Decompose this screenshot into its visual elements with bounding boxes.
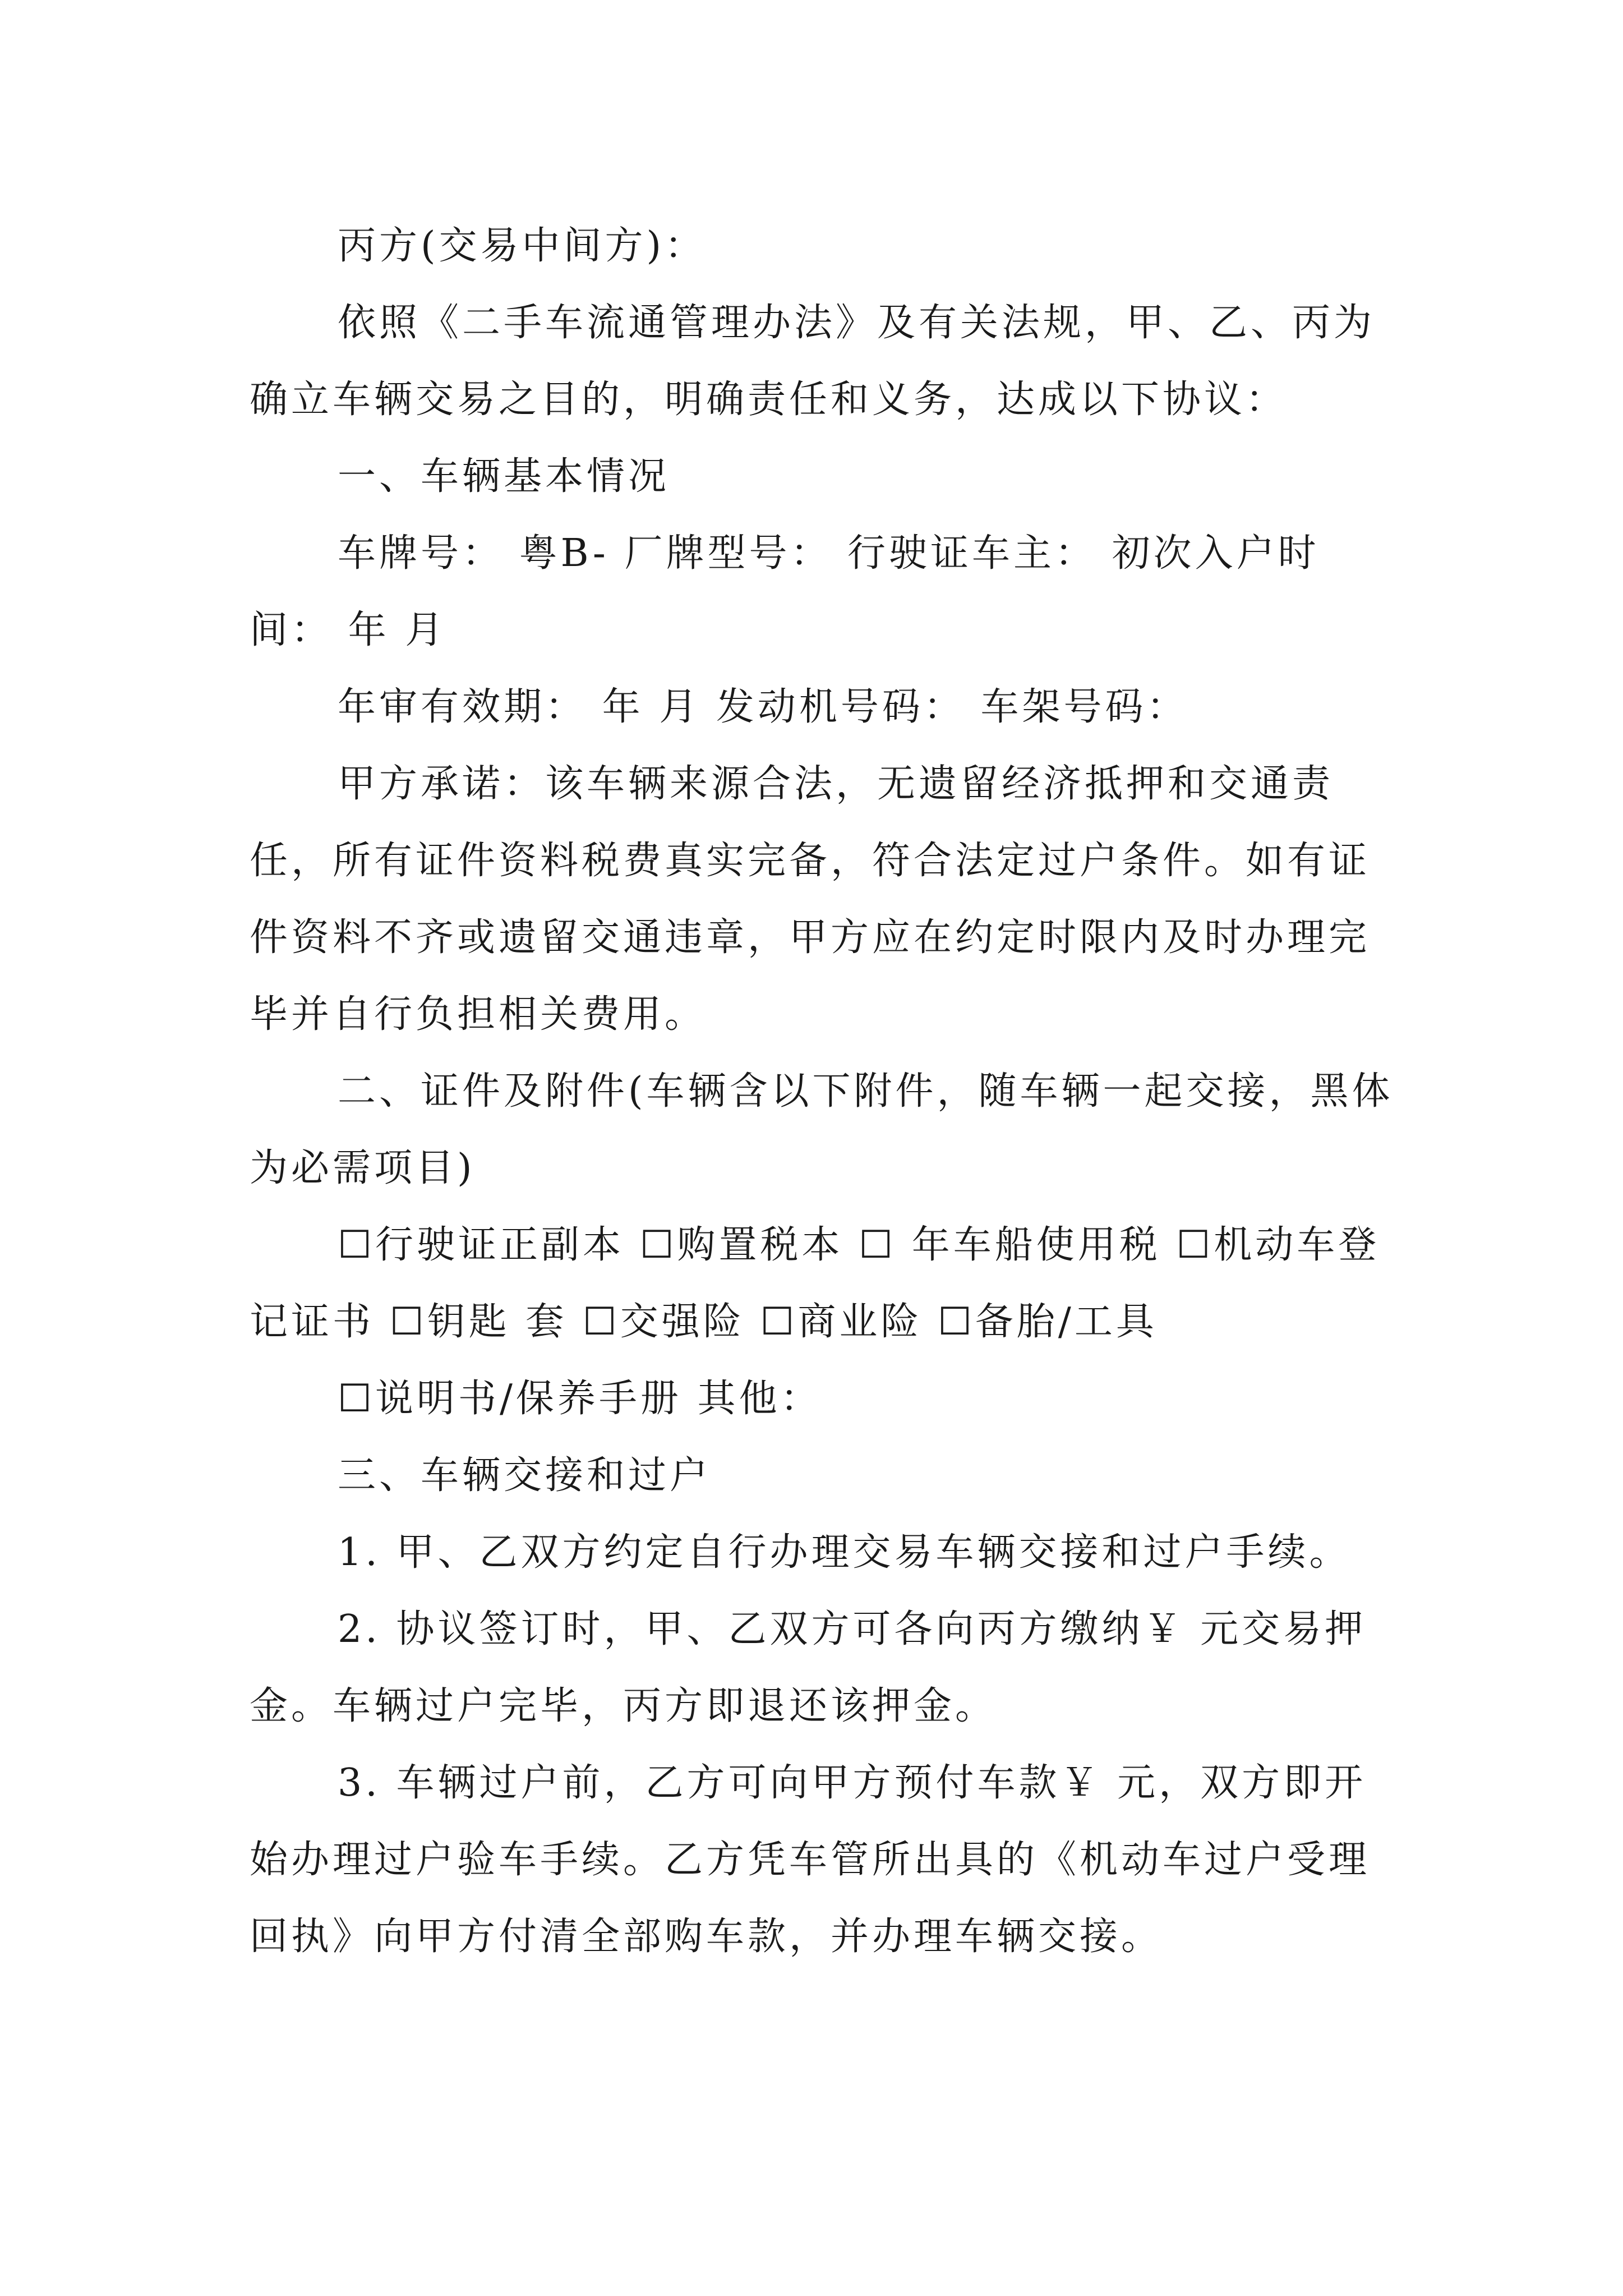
section-3-heading: 三、车辆交接和过户	[338, 1453, 712, 1498]
clause-3-3: 3. 车辆过户前，乙方可向甲方预付车款￥ 元，双方即开始办理过户验车手续。乙方凭车管所出具的《机动车过户受理回执》向甲方付清全部购车款，并办理车辆交接。	[250, 1761, 1371, 1959]
section-1-heading: 一、车辆基本情况	[338, 454, 670, 499]
party-a-promise-paragraph: 甲方承诺：该车辆来源合法，无遗留经济抵押和交通责任，所有证件资料税费真实完备，符合法定过户条件。如有证件资料不齐或遗留交通违章，甲方应在约定时限内及时办理完毕并自行负担相关费用。	[250, 762, 1371, 1037]
documents-checklist: ☐行驶证正副本 ☐购置税本 ☐ 年车船使用税 ☐机动车登记证书 ☐钥匙 套 ☐交强险 ☐商业险 ☐备胎/工具	[250, 1223, 1380, 1344]
vehicle-info-line-2: 年审有效期： 年 月 发动机号码： 车架号码：	[338, 685, 1188, 729]
documents-checklist-other: ☐说明书/保养手册 其他：	[338, 1377, 822, 1421]
clause-3-2: 2. 协议签订时，甲、乙双方可各向丙方缴纳￥ 元交易押金。车辆过户完毕，丙方即退还该押金。	[250, 1607, 1367, 1728]
document-body	[250, 208, 1394, 1975]
section-2-heading: 二、证件及附件(车辆含以下附件，随车辆一起交接，黑体为必需项目)	[250, 1069, 1394, 1190]
clause-3-1: 1. 甲、乙双方约定自行办理交易车辆交接和过户手续。	[338, 1530, 1351, 1575]
party-c-line: 丙方(交易中间方)：	[338, 224, 707, 268]
preamble-paragraph: 依照《二手车流通管理办法》及有关法规，甲、乙、丙为确立车辆交易之目的，明确责任和义务，达成以下协议：	[250, 301, 1376, 422]
vehicle-info-line-1: 车牌号： 粤B- 厂牌型号： 行驶证车主： 初次入户时间： 年 月	[250, 531, 1320, 652]
